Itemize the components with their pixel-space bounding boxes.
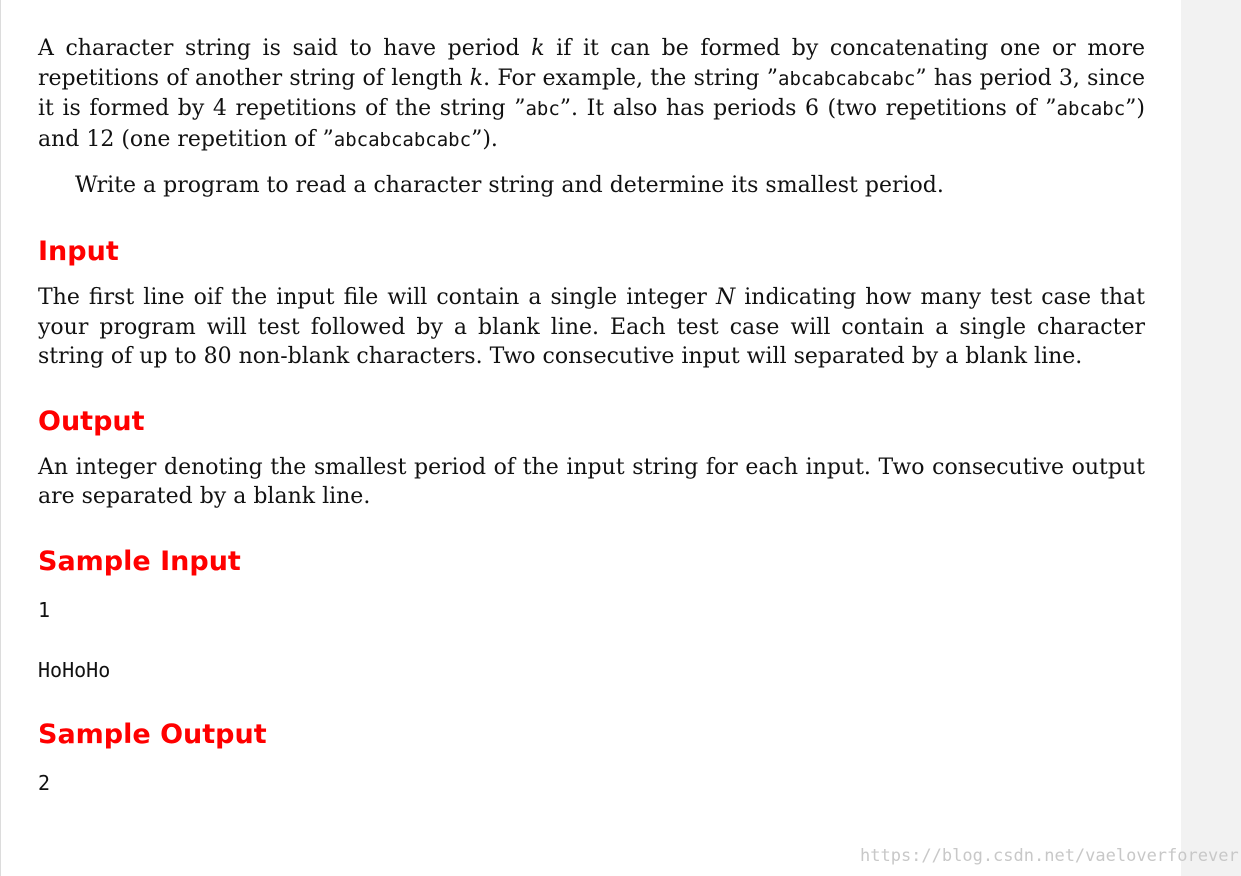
sample-output-heading: Sample Output — [38, 718, 267, 750]
sample-output-line: 2 — [38, 770, 51, 795]
code-snippet: abc — [525, 98, 560, 121]
intro-text: ”) and 12 (one repetition of ” — [38, 96, 1145, 152]
code-snippet: abcabc — [1056, 98, 1126, 121]
sample-input-heading: Sample Input — [38, 545, 241, 577]
var-n: N — [715, 284, 736, 310]
output-heading: Output — [38, 405, 145, 437]
intro-text: A character string is said to have period — [38, 36, 532, 61]
intro-text: ”). — [471, 126, 498, 152]
intro-paragraph — [38, 34, 1145, 155]
left-border — [0, 0, 1, 876]
task-paragraph: Write a program to read a character string and determine its smallest period. — [75, 173, 944, 199]
input-text: The first line oif the input file will contain a single integer — [38, 284, 716, 310]
watermark: https://blog.csdn.net/vaeloverforever — [860, 846, 1239, 866]
var-k: k — [531, 36, 545, 61]
problem-content — [38, 34, 1145, 798]
input-heading: Input — [38, 235, 119, 267]
output-paragraph: An integer denoting the smallest period of the input string for each input. Two consecutive output are separated by a blank line. — [38, 454, 1145, 510]
code-snippet: abcabcabcabc — [778, 67, 916, 90]
intro-text: . For example, the string ” — [483, 65, 779, 91]
sample-input-line: 1 — [38, 597, 51, 622]
var-k: k — [469, 65, 484, 91]
blank-line — [38, 625, 1145, 655]
sample-input-line: HoHoHo — [38, 657, 111, 682]
right-margin — [1181, 0, 1241, 876]
input-paragraph — [38, 283, 1145, 372]
intro-text: ”. It also has periods 6 (two repetitions of ” — [559, 96, 1057, 122]
code-snippet: abcabcabcabc — [333, 128, 472, 151]
intro-text: if it can be formed by concatenating one or more repetitions of another string of length — [38, 36, 1145, 91]
input-text: indicating how many test case that your program will test followed by a blank line. Each test case will contain a single character string of up to 80 non-blank characters. Two consecutive input will separated by a blank line. — [38, 284, 1145, 370]
intro-text: ” has period 3, since it is formed by 4 repetitions of the string ” — [38, 65, 1146, 122]
